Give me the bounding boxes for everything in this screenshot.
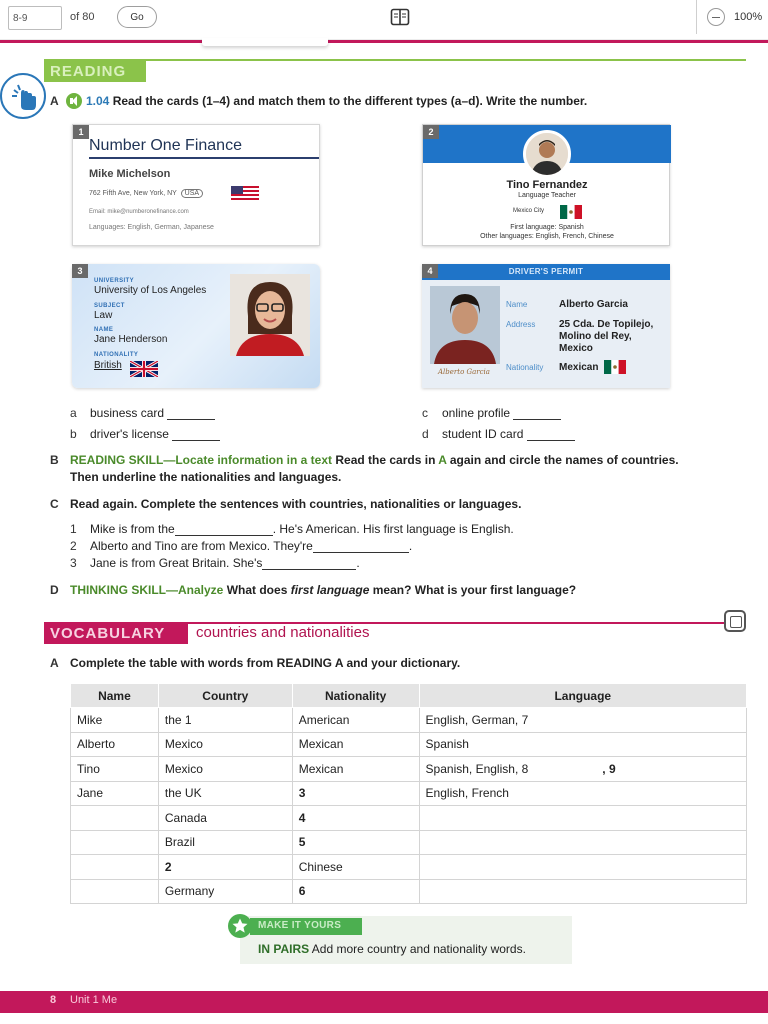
card-person-name: Mike Michelson <box>89 168 171 180</box>
in-pairs-label: IN PAIRS <box>258 942 310 956</box>
student-id-card <box>72 264 320 388</box>
match-item <box>422 427 575 441</box>
reading-exercise-a <box>50 93 587 109</box>
star-icon <box>228 914 252 938</box>
permit-address-line2: Molino del Rey, <box>559 331 632 342</box>
zoom-level: 100% <box>734 11 763 23</box>
cell-language: Spanish <box>419 732 746 757</box>
cell-country: Mexico <box>158 732 292 757</box>
cell-language[interactable] <box>419 806 746 831</box>
exercise-instruction: Read the cards (1–4) and match them to the different types (a–d). Write the number. <box>112 94 588 108</box>
exercise-b-ref: A <box>438 453 447 467</box>
cell-name[interactable] <box>71 806 159 831</box>
sentence-before: Mike is from the <box>90 522 175 536</box>
sentence-item <box>70 522 514 536</box>
nationality-label: NATIONALITY <box>94 352 139 358</box>
make-it-yours-text <box>258 942 526 956</box>
exercise-letter: B <box>50 453 59 467</box>
cell-nationality[interactable]: 6 <box>292 879 419 904</box>
match-letter: c <box>422 406 428 420</box>
exercise-letter: A <box>50 94 59 108</box>
cell-country[interactable]: 2 <box>158 855 292 880</box>
exercise-letter: A <box>50 656 59 670</box>
table-row <box>71 781 747 806</box>
mexico-flag-icon <box>560 205 582 219</box>
cell-nationality: Chinese <box>292 855 419 880</box>
card-address <box>89 189 203 198</box>
mexico-flag-icon <box>604 360 626 374</box>
university-value: University of Los Angeles <box>94 285 207 296</box>
company-rule <box>89 157 319 159</box>
reading-skill-label: READING SKILL—Locate information in a text <box>70 453 333 467</box>
cell-language: English, French <box>419 781 746 806</box>
exercise-b-text1: Read the cards in <box>332 453 439 467</box>
cell-name[interactable] <box>71 855 159 880</box>
page-footer <box>0 991 768 1013</box>
cell-language-text: Spanish, English, 8 <box>425 761 529 776</box>
subject-label: SUBJECT <box>94 303 125 309</box>
header-country: Country <box>158 684 292 708</box>
book-view-icon[interactable] <box>390 8 410 26</box>
permit-name-label: Name <box>506 300 528 309</box>
cell-language-blank-9[interactable]: , 9 <box>602 761 616 776</box>
cell-name: Jane <box>71 781 159 806</box>
nationality-value: British <box>94 360 122 371</box>
cell-language[interactable] <box>419 855 746 880</box>
match-letter: b <box>70 427 77 441</box>
answer-blank[interactable] <box>262 559 356 570</box>
student-name-value: Jane Henderson <box>94 334 168 345</box>
match-item <box>422 406 561 420</box>
match-item <box>70 406 215 420</box>
profile-first-language: First language: Spanish <box>510 224 584 231</box>
profile-other-languages: Other languages: English, French, Chinese <box>480 233 614 240</box>
match-letter: d <box>422 427 429 441</box>
permit-address-line1: 25 Cda. De Topilejo, <box>559 319 654 330</box>
student-photo <box>230 274 310 356</box>
make-it-yours-instruction: Add more country and nationality words. <box>309 942 526 956</box>
student-name-label: NAME <box>94 327 114 333</box>
vocabulary-title: countries and nationalities <box>196 624 370 641</box>
exercise-d-q2: mean? What is your first language? <box>369 583 577 597</box>
permit-address-label: Address <box>506 320 536 329</box>
page-count-label: of 80 <box>70 11 95 23</box>
answer-blank[interactable] <box>313 542 409 553</box>
table-row <box>71 855 747 880</box>
card-email: Email: mike@numberonefinance.com <box>89 209 189 215</box>
permit-nationality-value: Mexican <box>559 362 599 373</box>
subject-value: Law <box>94 310 113 321</box>
cell-name: Mike <box>71 708 159 733</box>
table-row <box>71 879 747 904</box>
cell-name[interactable] <box>71 879 159 904</box>
cell-country: the UK <box>158 781 292 806</box>
cell-name: Alberto <box>71 732 159 757</box>
table-header-row <box>71 684 747 708</box>
cell-country: Germany <box>158 879 292 904</box>
cell-country: Brazil <box>158 830 292 855</box>
sentence-before: Alberto and Tino are from Mexico. They're <box>90 539 313 553</box>
viewer-toolbar <box>0 0 768 40</box>
cell-nationality[interactable]: 4 <box>292 806 419 831</box>
card-number: 1 <box>73 125 89 139</box>
answer-blank[interactable] <box>172 430 220 441</box>
answer-blank[interactable] <box>527 430 575 441</box>
answer-blank[interactable] <box>175 525 273 536</box>
match-text: business card <box>90 406 165 420</box>
page-number-input[interactable] <box>8 6 62 30</box>
cell-language[interactable] <box>419 757 746 782</box>
table-row <box>71 732 747 757</box>
match-text: driver's license <box>90 427 169 441</box>
uk-flag-icon <box>130 361 158 377</box>
toolbar-divider <box>696 0 697 34</box>
permit-nationality-label: Nationality <box>506 363 544 372</box>
header-nationality: Nationality <box>292 684 419 708</box>
cell-nationality: Mexican <box>292 732 419 757</box>
match-text: student ID card <box>442 427 524 441</box>
item-number: 3 <box>70 556 77 570</box>
audio-track-number: 1.04 <box>86 94 110 108</box>
sentence-after: . He's American. His first language is English. <box>272 522 514 536</box>
profile-job: Language Teacher <box>518 192 576 199</box>
answer-blank[interactable] <box>167 409 215 420</box>
card-number: 4 <box>422 264 438 278</box>
make-it-yours-label: MAKE IT YOURS <box>250 918 362 935</box>
cell-language[interactable]: English, German, 7 <box>419 708 746 733</box>
match-item <box>70 427 220 441</box>
exercise-letter: C <box>50 497 59 511</box>
card-number: 2 <box>423 125 439 139</box>
sentence-before: Jane is from Great Britain. She's <box>90 556 263 570</box>
sentence-item <box>70 556 360 570</box>
driver-photo <box>430 286 500 364</box>
cell-nationality: American <box>292 708 419 733</box>
driver-signature: Alberto Garcia <box>438 368 490 376</box>
exercise-b-line2: Then underline the nationalities and languages. <box>70 470 342 484</box>
vocabulary-exercise-a <box>50 655 460 672</box>
go-button[interactable]: Go <box>117 6 157 28</box>
company-name: Number One Finance <box>89 137 242 154</box>
table-row <box>71 806 747 831</box>
reading-exercise-d <box>50 582 576 599</box>
vocabulary-section-label: VOCABULARY <box>44 623 188 644</box>
nationality-table <box>70 683 747 904</box>
workbook-icon[interactable] <box>724 610 746 632</box>
exercise-letter: D <box>50 583 59 597</box>
exercise-instruction: Read again. Complete the sentences with countries, nationalities or languages. <box>70 497 522 511</box>
cell-nationality[interactable]: 5 <box>292 830 419 855</box>
profile-name: Tino Fernandez <box>506 179 588 191</box>
drivers-permit-card <box>422 264 670 388</box>
cell-country[interactable]: the 1 <box>158 708 292 733</box>
table-row <box>71 830 747 855</box>
permit-name-value: Alberto Garcia <box>559 299 628 310</box>
exercise-d-em: first language <box>290 583 370 597</box>
item-number: 2 <box>70 539 77 553</box>
address-text: 762 Fifth Ave, New York, NY <box>89 190 177 197</box>
cell-name: Tino <box>71 757 159 782</box>
header-name: Name <box>71 684 159 708</box>
country-pill: USA <box>181 189 203 198</box>
reading-exercise-b <box>50 452 679 486</box>
top-accent-line <box>0 40 768 43</box>
table-row <box>71 708 747 733</box>
sentence-after: . <box>356 556 360 570</box>
match-letter: a <box>70 406 77 420</box>
footer-page-number: 8 <box>50 994 57 1006</box>
cell-country: Canada <box>158 806 292 831</box>
cell-language[interactable] <box>419 830 746 855</box>
card-number: 3 <box>72 264 88 278</box>
card-languages: Languages: English, German, Japanese <box>89 224 214 231</box>
university-label: UNIVERSITY <box>94 278 135 284</box>
online-profile-card <box>422 124 670 246</box>
cell-nationality: Mexican <box>292 757 419 782</box>
header-language: Language <box>419 684 746 708</box>
cell-name[interactable] <box>71 830 159 855</box>
reading-exercise-c <box>50 496 521 513</box>
tap-hand-icon[interactable] <box>0 73 46 119</box>
answer-blank[interactable] <box>513 409 561 420</box>
permit-header: DRIVER'S PERMIT <box>422 264 670 280</box>
zoom-out-icon[interactable] <box>707 8 725 26</box>
profile-city: Mexico City <box>513 208 545 214</box>
page-tab-handle[interactable] <box>202 38 328 46</box>
cell-language[interactable] <box>419 879 746 904</box>
sentence-after: . <box>408 539 413 553</box>
permit-address-line3: Mexico <box>559 343 593 354</box>
footer-unit-title: Unit 1 Me <box>70 994 118 1006</box>
sentence-item <box>70 539 412 553</box>
reading-rule <box>44 59 746 61</box>
exercise-instruction: Complete the table with words from READING A and your dictionary. <box>70 656 461 670</box>
table-row <box>71 757 747 782</box>
exercise-b-text2: again and circle the names of countries. <box>446 453 679 467</box>
audio-play-icon[interactable] <box>66 93 82 109</box>
cell-country: Mexico <box>158 757 292 782</box>
profile-photo <box>523 130 571 178</box>
exercise-d-q1: What does <box>223 583 291 597</box>
thinking-skill-label: THINKING SKILL—Analyze <box>70 583 224 597</box>
business-card <box>72 124 320 246</box>
us-flag-icon <box>231 186 259 200</box>
reading-section-label: READING <box>44 60 146 82</box>
cell-nationality[interactable]: 3 <box>292 781 419 806</box>
item-number: 1 <box>70 522 77 536</box>
match-text: online profile <box>442 406 511 420</box>
